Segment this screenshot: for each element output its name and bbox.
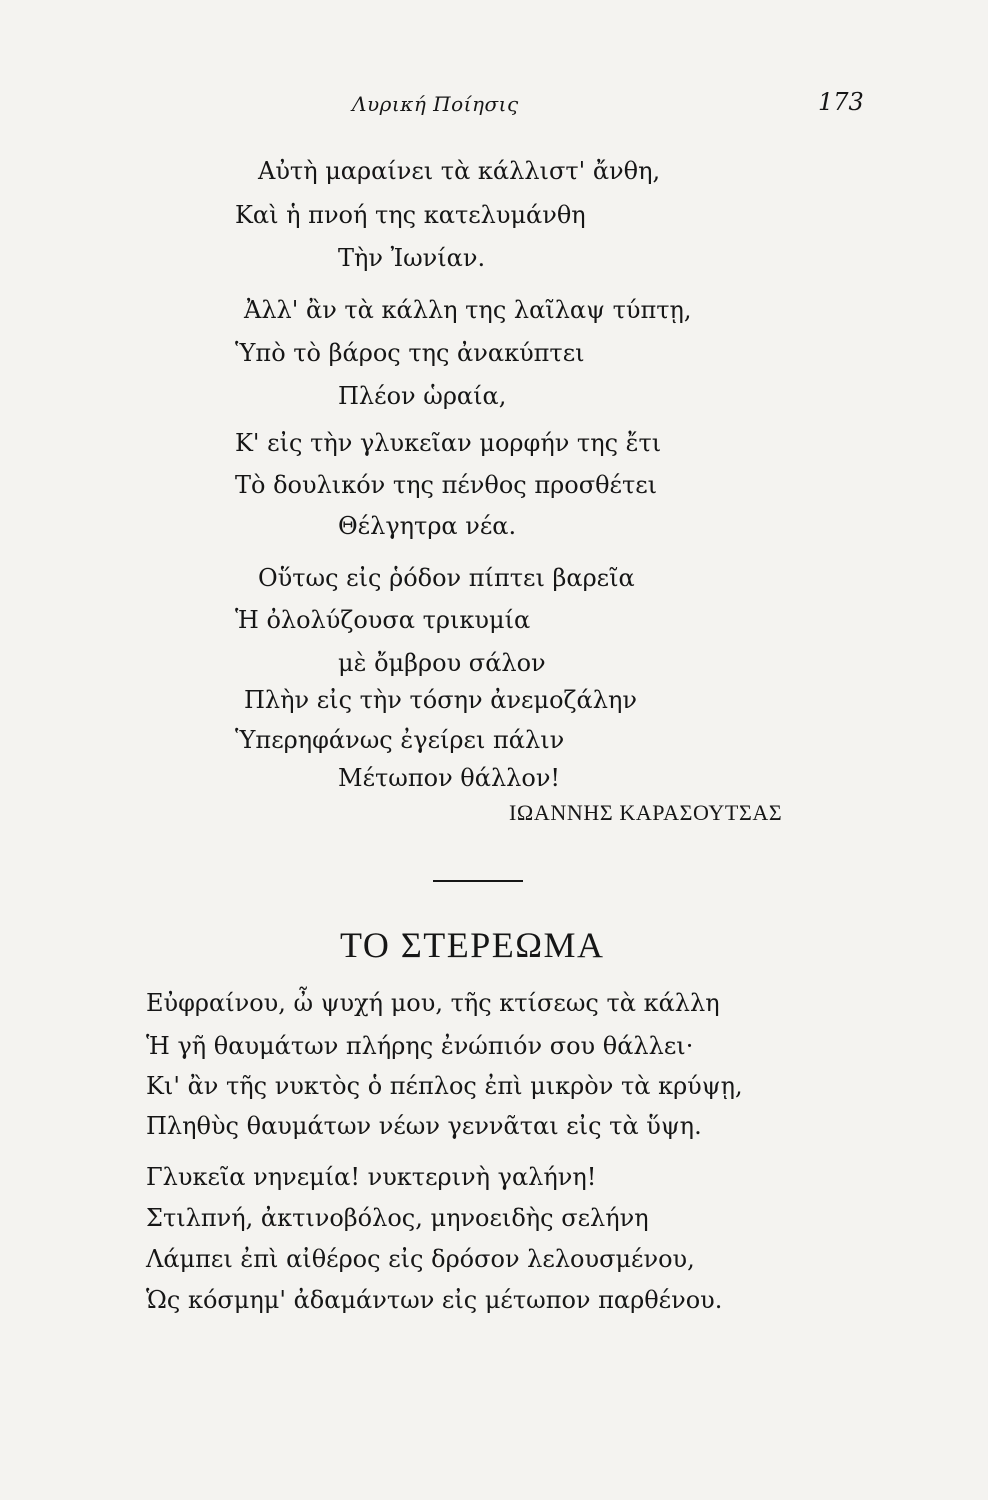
poem-line: Ἡ ὀλολύζουσα τρικυμία	[235, 606, 531, 634]
poem-line: Εὐφραίνου, ὦ ψυχή μου, τῆς κτίσεως τὰ κάλλη	[146, 989, 720, 1017]
poem-line: Ἀλλ' ἂν τὰ κάλλη της λαῖλαψ τύπτῃ,	[244, 296, 692, 324]
running-title: Λυρική Ποίησις	[352, 92, 519, 116]
poem-line: Κ' εἰς τὴν γλυκεῖαν μορφήν της ἔτι	[235, 429, 662, 457]
poem-line: Πληθὺς θαυμάτων νέων γεννᾶται εἰς τὰ ὕψη.	[146, 1112, 702, 1140]
poem-line: Θέλγητρα νέα.	[338, 512, 517, 540]
poem-line: Ὑπερηφάνως ἐγείρει πάλιν	[235, 726, 565, 754]
page-number: 173	[818, 88, 864, 116]
poem-title: ΤΟ ΣΤΕΡΕΩΜΑ	[340, 925, 605, 965]
poem-line: Ὑπὸ τὸ βάρος της ἀνακύπτει	[235, 339, 585, 367]
poem-line: Στιλπνή, ἀκτινοβόλος, μηνοειδὴς σελήνη	[146, 1204, 649, 1232]
poem-line: Πλέον ὡραία,	[338, 382, 507, 410]
poem-line: Ὡς κόσμημ' ἀδαμάντων εἰς μέτωπον παρθένου.	[146, 1286, 723, 1314]
poem-line: Οὕτως εἰς ῥόδον πίπτει βαρεῖα	[258, 564, 635, 592]
poem-line: Ἡ γῆ θαυμάτων πλήρης ἐνώπιόν σου θάλλει·	[146, 1032, 694, 1060]
poem-line: Τὸ δουλικόν της πένθος προσθέτει	[235, 471, 658, 499]
poem-line: Λάμπει ἐπὶ αἰθέρος εἰς δρόσον λελουσμένου,	[146, 1245, 695, 1273]
poem-line: Τὴν Ἰωνίαν.	[338, 244, 486, 272]
poem-line: Πλὴν εἰς τὴν τόσην ἀνεμοζάλην	[244, 686, 637, 714]
poem-line: Αὐτὴ μαραίνει τὰ κάλλιστ' ἄνθη,	[258, 157, 661, 185]
author-signature: ΙΩΑΝΝΗΣ ΚΑΡΑΣΟΥΤΣΑΣ	[509, 800, 783, 825]
poem-line: μὲ ὄμβρου σάλον	[338, 649, 546, 677]
section-divider	[433, 880, 523, 882]
poem-line: Κι' ἂν τῆς νυκτὸς ὁ πέπλος ἐπὶ μικρὸν τὰ κρύψῃ,	[146, 1072, 743, 1100]
poem-line: Γλυκεῖα νηνεμία! νυκτερινὴ γαλήνη!	[146, 1163, 597, 1191]
poem-line: Καὶ ἡ πνοή της κατελυμάνθη	[235, 201, 586, 229]
poem-line: Μέτωπον θάλλον!	[338, 764, 561, 792]
